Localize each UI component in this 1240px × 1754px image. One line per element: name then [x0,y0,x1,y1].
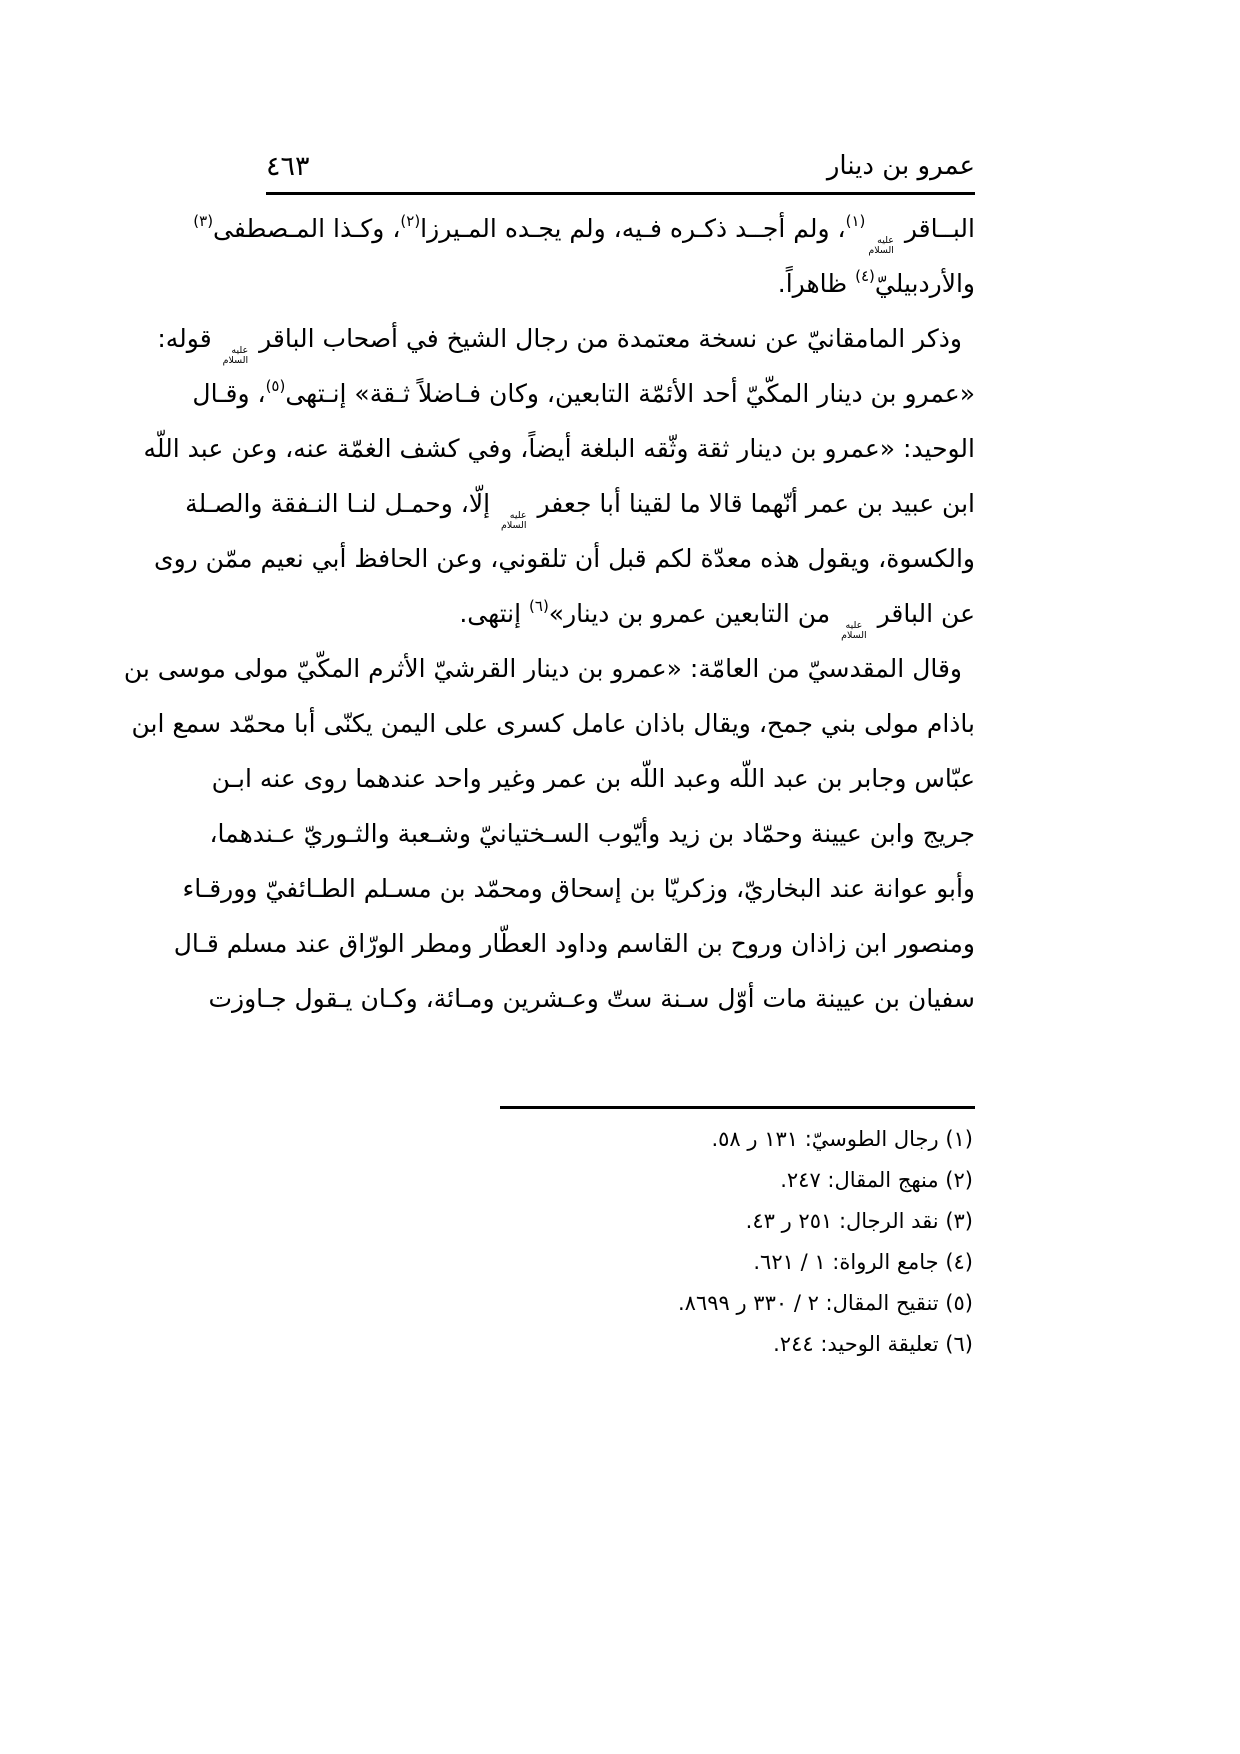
body-line: وقال المقدسيّ من العامّة: «عمرو بن دينار القرشيّ الأثرم المكّيّ مولى موسى بن [123,654,962,683]
body-line: والكسوة، ويقول هذه معدّة لكم قبل أن تلقوني، وعن الحافظ أبي نعيم ممّن روى [154,544,975,573]
alayhi-salam-symbol: عليه السلام [222,345,249,366]
body-line: ومنصور ابن زاذان وروح بن القاسم وداود العطّار ومطر الورّاق عند مسلم قـال [173,929,975,958]
footnote-item: (٣) نقد الرجال: ٢٥١ ر ٤٣. [745,1209,973,1233]
body-line: الوحيد: «عمرو بن دينار ثقة وثّقه البلغة أيضاً، وفي كشف الغمّة عنه، وعن عبد اللّه [143,434,975,463]
footnote-ref: (١) [845,212,866,230]
footnote-ref: (٣) [193,212,214,230]
body-line: وأبو عوانة عند البخاريّ، وزكريّا بن إسحاق ومحمّد بن مسـلم الطـائفيّ وورقـاء [182,874,975,903]
alayhi-salam-symbol: عليه السلام [841,620,867,641]
footnote-ref: (٤) [855,267,875,285]
body-line: «عمرو بن دينار المكّيّ أحد الأئمّة التابعين، وكان فـاضلاً ثـقة» إنـتهى$^{(٥)}$، وقـال [192,377,975,408]
body-line: عن الباقر عليه السلام من التابعين عمرو بن دينار»$^{(٦)}$ إنتهى. [459,597,975,641]
footnotes [266,1119,973,1365]
header-title: عمرو بن دينار [826,151,975,181]
footnote-item: (٥) تنقيح المقال: ٢ / ٣٣٠ ر ٨٦٩٩. [677,1291,973,1315]
footnote-item: (٤) جامع الرواة: ١ / ٦٢١. [753,1250,973,1274]
alayhi-salam-symbol: عليه السلام [868,235,894,256]
footnote-item: (١) رجال الطوسيّ: ١٣١ ر ٥٨. [711,1127,973,1151]
footnote-divider [500,1106,975,1109]
footnote-ref: (٦) [529,597,549,615]
body-line: جريج وابن عيينة وحمّاد بن زيد وأيّوب السـختيانيّ وشـعبة والثـوريّ عـندهما، [209,819,975,848]
body-line: ابن عبيد بن عمر أنّهما قالا ما لقينا أبا جعفر عليه السلام إلّا، وحمـل لنـا النـفقة والصـلة [185,489,975,531]
footnote-ref: (٢) [400,212,421,230]
body-line: سفيان بن عيينة مات أوّل سـنة ستّ وعـشرين ومـائة، وكـان يـقول جـاوزت [208,984,975,1013]
body-line: وذكر المامقانيّ عن نسخة معتمدة من رجال الشيخ في أصحاب الباقر عليه السلام قوله: [157,324,962,366]
footnote-ref: (٥) [265,377,286,395]
body-line: البــاقر عليه السلام $^{(١)}$، ولم أجــد ذكـره فـيه، ولم يجـده المـيرزا$^{(٢)}$، وكـذا المـصطفى$^{(٣)}$ [193,212,975,256]
header-divider [266,192,975,195]
body-line: عبّاس وجابر بن عبد اللّه وعبد اللّه بن عمر وغير واحد عندهما روى عنه ابـن [211,764,975,793]
alayhi-salam-symbol: عليه السلام [500,510,527,531]
footnote-item: (٢) منهج المقال: ٢٤٧. [780,1168,973,1192]
footnote-item: (٦) تعليقة الوحيد: ٢٤٤. [773,1332,973,1356]
body-line: باذام مولى بني جمح، ويقال باذان عامل كسرى على اليمن يكنّى أبا محمّد سمع ابن [131,709,975,738]
body-line: والأردبيليّ$^{(٤)}$ ظاهراً. [777,267,975,298]
page-number: ٤٦٣ [266,150,310,182]
page-header [266,148,975,184]
body-text [123,201,975,1026]
